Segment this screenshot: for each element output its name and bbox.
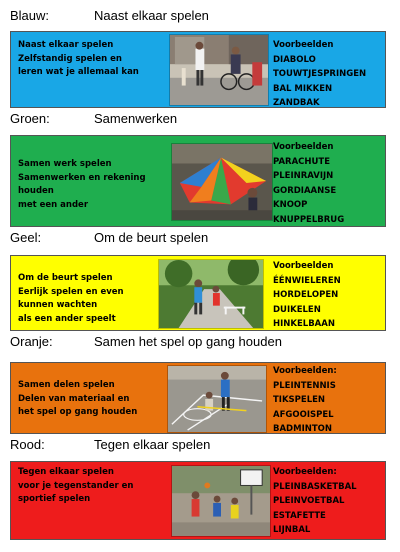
- photo-children-running-hurdles: [158, 259, 264, 329]
- examples-label: Voorbeelden:: [273, 366, 337, 376]
- description-line: leren wat je allemaal kan: [18, 67, 139, 77]
- example-item: PLEINVOETBAL: [273, 496, 345, 507]
- section-color-name: Oranje:: [10, 334, 53, 349]
- section-description: [18, 466, 168, 507]
- example-item: PARACHUTE: [273, 156, 331, 167]
- example-item: PLEINRAVIJN: [273, 171, 334, 182]
- examples-label: Voorbeelden: [273, 40, 334, 50]
- description-line: kunnen wachten: [18, 300, 98, 310]
- description-line: sportief spelen: [18, 494, 91, 504]
- section-title: Samen het spel op gang houden: [94, 334, 282, 349]
- example-item: ESTAFETTE: [273, 510, 326, 521]
- section-color-name: Geel:: [10, 230, 42, 245]
- description-line: Samen werk spelen: [18, 159, 112, 169]
- section-color-name: Groen:: [10, 111, 50, 126]
- description-line: Om de beurt spelen: [18, 273, 113, 283]
- example-item: LIJNBAL: [273, 525, 311, 536]
- photo-children-playground-lines: [167, 365, 267, 433]
- photo-parachute-game: [171, 143, 273, 221]
- example-item: DIABOLO: [273, 54, 316, 65]
- description-line: Eerlijk spelen en even: [18, 286, 124, 297]
- examples-list: [273, 465, 385, 538]
- section-description: [18, 158, 168, 212]
- section-title: Om de beurt spelen: [94, 230, 209, 245]
- section-band-groen: [10, 135, 386, 227]
- example-item: DUIKELEN: [273, 304, 321, 315]
- example-item: KNUPPELBRUG: [273, 214, 345, 225]
- photo-children-basketball: [171, 465, 271, 537]
- section-description: [18, 272, 168, 326]
- examples-list: [273, 140, 385, 228]
- example-item: PLEINBASKETBAL: [273, 481, 357, 492]
- section-title: Samenwerken: [94, 111, 178, 126]
- section-title: Tegen elkaar spelen: [94, 437, 211, 452]
- example-item: HINKELBAAN: [273, 319, 335, 330]
- examples-list: [273, 364, 385, 437]
- examples-list: [273, 38, 385, 111]
- example-item: KNOOP: [273, 200, 308, 211]
- section-band-oranje: [10, 362, 386, 434]
- section-band-rood: [10, 461, 386, 540]
- examples-list: [273, 259, 385, 332]
- example-item: BAL MIKKEN: [273, 83, 333, 94]
- example-item: TIKSPELEN: [273, 395, 326, 406]
- description-line: Naast elkaar spelen: [18, 40, 114, 50]
- examples-label: Voorbeelden:: [273, 467, 337, 477]
- example-item: ÉÉNWIELEREN: [273, 275, 341, 286]
- example-item: PLEINTENNIS: [273, 380, 336, 391]
- description-line: Zelfstandig spelen en: [18, 53, 122, 64]
- description-line: Samen delen spelen: [18, 380, 115, 390]
- description-line: Tegen elkaar spelen: [18, 467, 114, 477]
- description-line: met een ander: [18, 199, 89, 210]
- section-color-name: Blauw:: [10, 8, 50, 23]
- section-description: [18, 39, 168, 80]
- section-title: Naast elkaar spelen: [94, 8, 209, 23]
- example-item: ZANDBAK: [273, 98, 320, 109]
- example-item: TOUWTJESPRINGEN: [273, 69, 367, 80]
- description-line: Samenwerken en rekening: [18, 172, 146, 183]
- description-line: het spel op gang houden: [18, 407, 138, 417]
- section-band-geel: [10, 255, 386, 331]
- example-item: HORDELOPEN: [273, 290, 339, 301]
- examples-label: Voorbeelden: [273, 261, 334, 271]
- description-line: houden: [18, 186, 54, 196]
- examples-label: Voorbeelden: [273, 142, 334, 152]
- photo-children-playing-playground: [169, 34, 269, 106]
- section-description: [18, 379, 168, 420]
- section-band-blauw: [10, 31, 386, 108]
- example-item: AFGOOISPEL: [273, 409, 334, 420]
- section-color-name: Rood:: [10, 437, 45, 452]
- description-line: Delen van materiaal en: [18, 393, 130, 404]
- example-item: GORDIAANSE: [273, 185, 337, 196]
- example-item: BADMINTON: [273, 424, 332, 435]
- description-line: als een ander speelt: [18, 313, 116, 324]
- description-line: voor je tegenstander en: [18, 480, 134, 491]
